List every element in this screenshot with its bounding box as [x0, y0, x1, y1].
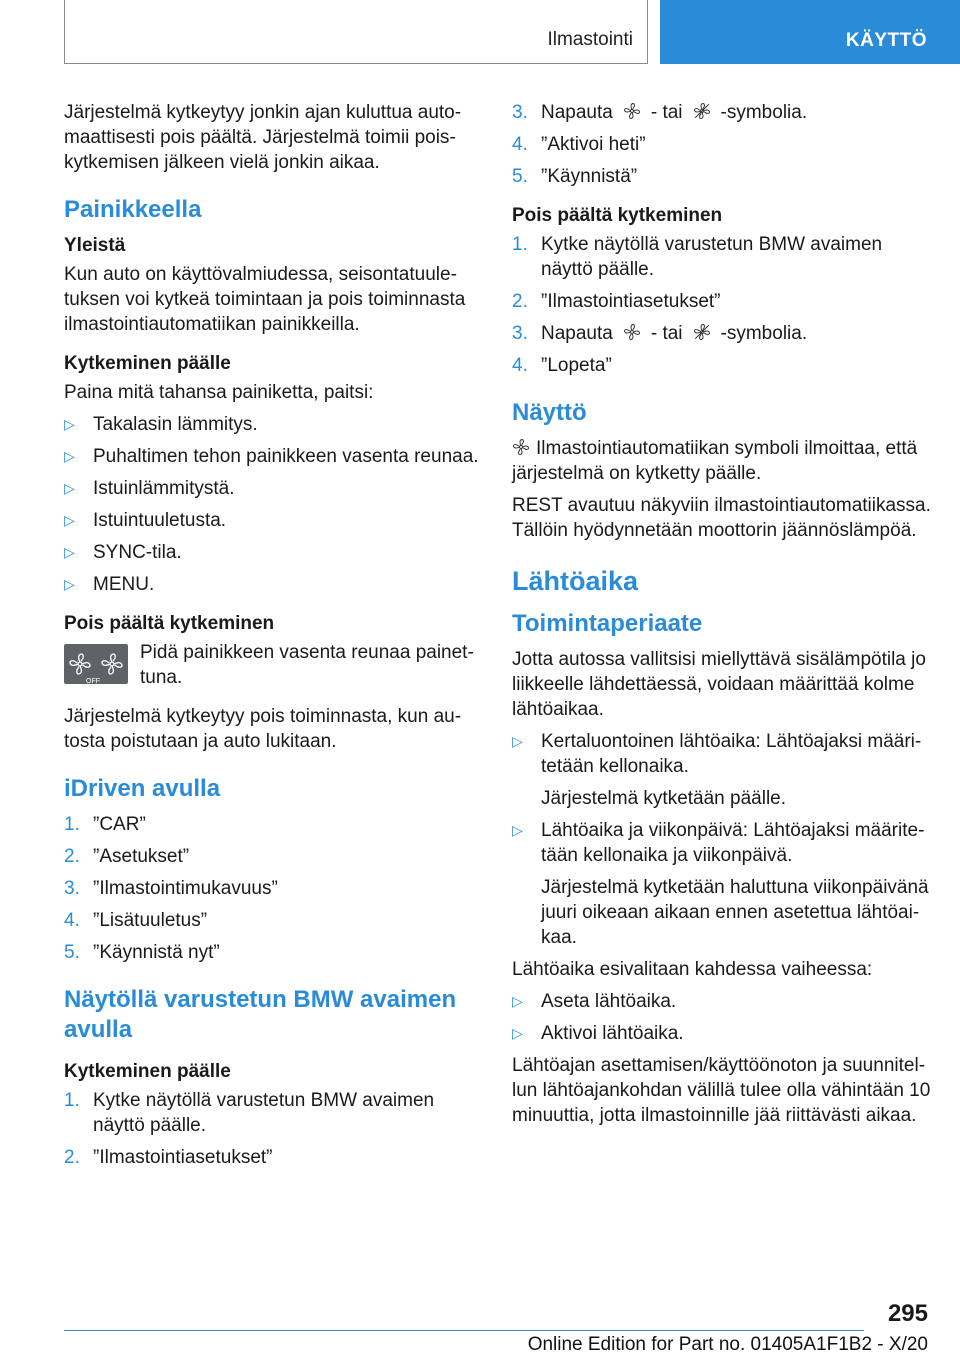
list-item: ▷ Puhaltimen tehon painikkeen vasenta reunaa. — [64, 446, 479, 467]
page-number: 295 — [887, 1300, 928, 1327]
list-item: ▷ Takalasin lämmitys. — [64, 414, 258, 435]
subheading-on: Kytkeminen päälle — [64, 353, 231, 374]
list-item: ▷ SYNC-tila. — [64, 542, 182, 563]
list-item: 4. ”Lisätuuletus” — [64, 910, 208, 931]
edition-text: Online Edition for Part no. 01405A1F1B2 - X/20 — [527, 1334, 928, 1355]
bullet-icon: ▷ — [512, 822, 523, 838]
list-item: 1. ”CAR” — [64, 814, 146, 835]
list-item: ▷ Kertaluontoinen lähtöaika: Lähtöajaksi määritetään kellonaika. — [512, 731, 922, 777]
bullet-icon: ▷ — [64, 576, 75, 592]
list-item: 3. Napauta - tai -symbolia. — [512, 323, 808, 344]
off-label: OFF — [86, 678, 100, 685]
fan-icon — [100, 652, 124, 676]
fan-off-icon — [693, 102, 711, 120]
left-column — [64, 100, 482, 1177]
right-column — [512, 100, 932, 1135]
list-item: 2. ”Ilmastointiasetukset” — [512, 291, 721, 312]
list-item: 2. ”Ilmastointiasetukset” — [64, 1147, 273, 1168]
list-item: 2. ”Asetukset” — [64, 846, 190, 867]
list-item: 3. ”Ilmastointimukavuus” — [64, 878, 278, 899]
fan-outline-icon — [512, 438, 530, 456]
list-item: 5. ”Käynnistä nyt” — [64, 942, 220, 963]
bullet-icon: ▷ — [64, 416, 75, 432]
fan-off-button-image — [64, 644, 128, 684]
off-button-text: Pidä painikkeen vasenta reunaa painettuna. — [140, 642, 474, 688]
fan-outline-icon — [623, 323, 641, 341]
list-item: 5. ”Käynnistä” — [512, 166, 638, 187]
footer-divider — [64, 1330, 864, 1331]
bullet-icon: ▷ — [64, 512, 75, 528]
list-item: ▷ Aseta lähtöaika. — [512, 991, 677, 1012]
bullet-icon: ▷ — [64, 448, 75, 464]
bullet-icon: ▷ — [512, 1025, 523, 1041]
list-item: ▷ Lähtöaika ja viikonpäivä: Lähtöajaksi määritetään kellonaika ja viikonpäivä. — [512, 820, 925, 866]
lahtoaika-steps-intro: Lähtöaika esivalitaan kahdessa vaiheessa: — [512, 959, 873, 980]
chapter-tab — [660, 0, 960, 64]
subheading-key-on: Kytkeminen päälle — [64, 1061, 231, 1082]
list-item: 3. Napauta - tai -symbolia. — [512, 102, 808, 123]
list-item: 1. Kytke näytöllä varustetun BMW avaimen näyttö päälle. — [64, 1090, 435, 1136]
list-item-subtext: Järjestelmä kytketään haluttuna viikonpäivänä juuri oikeaan aikaan ennen asetettua lähtöaikaa. — [541, 877, 929, 948]
heading-toimintaperiaate: Toimintaperiaate — [512, 610, 703, 637]
naytto-text-2: REST avautuu näkyviin ilmastointiautomatiikassa. Tällöin hyödynnetään moottorin jäännöslämpöä. — [512, 495, 931, 541]
list-item: 1. Kytke näytöllä varustetun BMW avaimen näyttö päälle. — [512, 234, 883, 280]
list-item: 4. ”Lopeta” — [512, 355, 612, 376]
bullet-icon: ▷ — [64, 480, 75, 496]
fan-off-icon — [693, 323, 711, 341]
fan-outline-icon — [623, 102, 641, 120]
yleista-text: Kun auto on käyttövalmiudessa, seisontatuuletuksen voi kytkeä toimintaan ja pois toiminnasta ilmastointiautomatiikan painikkeilla. — [64, 264, 466, 335]
section-title: Ilmastointi — [547, 29, 633, 50]
list-item-subtext: Järjestelmä kytketään päälle. — [541, 788, 787, 809]
list-item: ▷ Istuintuuletusta. — [64, 510, 227, 531]
chapter-title: KÄYTTÖ — [845, 30, 927, 51]
list-item: ▷ Istuinlämmitystä. — [64, 478, 235, 499]
naytto-text-1: Ilmastointiautomatiikan symboli ilmoittaa, että järjestelmä on kytketty päälle. — [512, 438, 918, 484]
list-item: 4. ”Aktivoi heti” — [512, 134, 646, 155]
off-result: Järjestelmä kytkeytyy pois toiminnasta, kun autosta poistutaan ja auto lukitaan. — [64, 706, 462, 752]
heading-painikkeella: Painikkeella — [64, 196, 202, 223]
subheading-yleista: Yleistä — [64, 235, 126, 256]
bullet-icon: ▷ — [512, 733, 523, 749]
lahtoaika-note: Lähtöajan asettamisen/käyttöönoton ja suunnitellun lähtöajankohdan välillä tulee olla vähintään 10 minuuttia, jotta ilmastoinnille jää riittävästi aikaa. — [512, 1055, 931, 1126]
on-intro: Paina mitä tahansa painiketta, paitsi: — [64, 382, 374, 403]
list-item: ▷ Aktivoi lähtöaika. — [512, 1023, 684, 1044]
subheading-off: Pois päältä kytkeminen — [64, 613, 275, 634]
fan-off-button-row — [64, 640, 482, 690]
bullet-icon: ▷ — [512, 993, 523, 1009]
bullet-icon: ▷ — [64, 544, 75, 560]
list-item: ▷ MENU. — [64, 574, 155, 595]
lahtoaika-intro: Jotta autossa vallitsisi miellyttävä sisälämpötila jo liikkeelle lähdettäessä, voidaan määrittää kolme lähtöaikaa. — [512, 649, 926, 720]
intro-text: Järjestelmä kytkeytyy jonkin ajan kuluttua automaattisesti pois päältä. Järjestelmä toimii poiskytkemisen jälkeen vielä jonkin aikaa. — [64, 102, 462, 173]
heading-key: Näytöllä varustetun BMW avaimen avulla — [64, 986, 457, 1043]
heading-naytto: Näyttö — [512, 399, 587, 426]
heading-idrive: iDriven avulla — [64, 775, 221, 802]
subheading-key-off: Pois päältä kytkeminen — [512, 205, 723, 226]
header-section-box — [64, 0, 648, 64]
heading-lahtoaika: Lähtöaika — [512, 566, 639, 596]
